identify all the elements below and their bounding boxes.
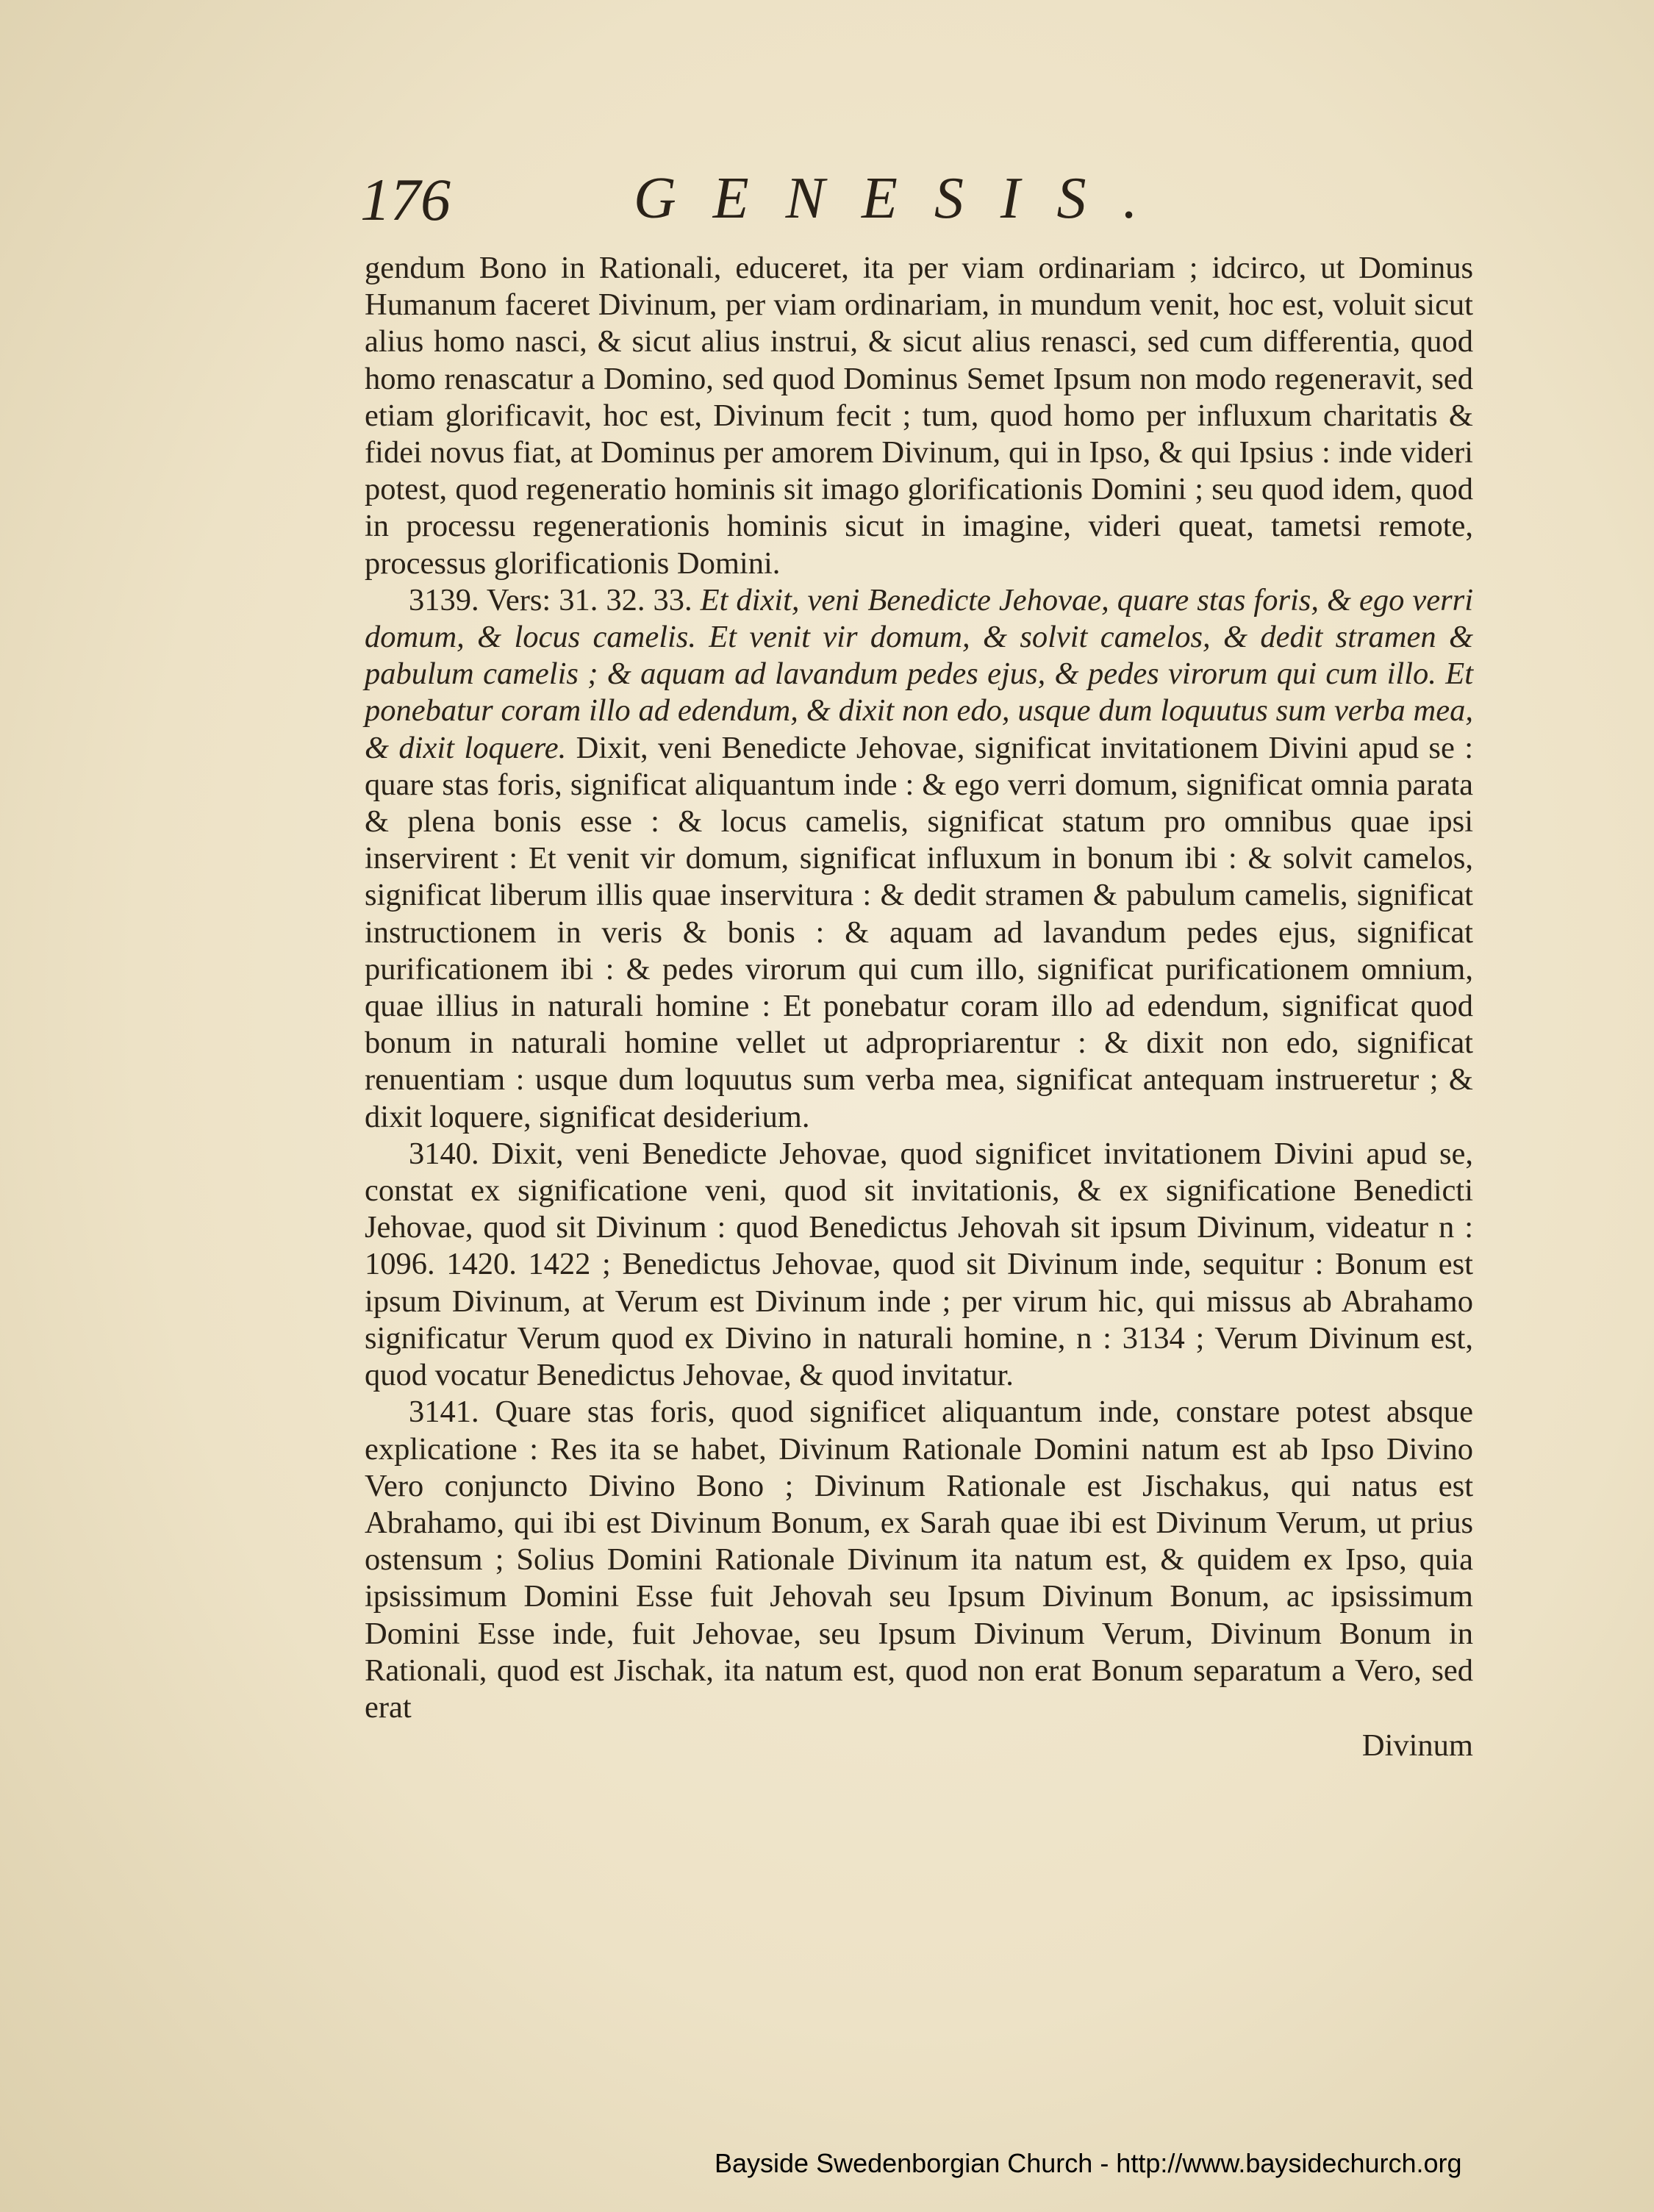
- verse-reference: 3139. Vers: 31. 32. 33.: [409, 582, 692, 618]
- paragraph-continuation: gendum Bono in Rationali, educeret, ita per viam ordinariam ; idcirco, ut Dominus Humanum faceret Divinum, per viam ordinariam, in mundum venit, hoc est, voluit sicut alius homo nasci, & sicut alius instrui, & sicut alius renasci, sed cum differentia, quod homo renascatur a Domino, sed quod Dominus Semet Ipsum non modo regeneravit, sed etiam glorificavit, hoc est, Divinum fecit ; tum, quod homo per influxum charitatis & fidei novus fiat, at Dominus per amorem Divinum, qui in Ipso, & qui Ipsius : inde videri potest, quod regeneratio hominis sit imago glorificationis Domini ; seu quod idem, quod in processu regenerationis hominis sicut in imagine, videri queat, tametsi remote, processus glorificationis Domini.: [365, 251, 1473, 581]
- paragraph-3141: 3141. Quare stas foris, quod significet aliquantum inde, constare potest absque explicatione : Res ita se habet, Divinum Rationale Domini natum est ab Ipso Divino Vero conjuncto Divino Bono ; Divinum Rationale est Jischakus, qui natus est Abrahamo, qui ibi est Divinum Bonum, ex Sarah quae ibi est Divinum Verum, ut prius ostensum ; Solius Domini Rationale Divinum ita natum est, & quidem ex Ipso, quia ipsissimum Domini Esse fuit Jehovah seu Ipsum Divinum Bonum, ac ipsissimum Domini Esse inde, fuit Jehovae, seu Ipsum Divinum Verum, Divinum Bonum in Rationali, quod est Jischak, ita natum est, quod non erat Bonum separatum a Vero, sed erat: [365, 1395, 1473, 1725]
- catchword: Divinum: [1361, 1728, 1473, 1764]
- page-header: [360, 165, 1478, 246]
- verse-explanation: Dixit, veni Benedicte Jehovae, significat invitationem Divini apud se : quare stas foris, significat aliquantum inde : & ego verri domum, significat omnia parata & plena bonis esse : & locus camelis, significat statum pro omnibus quae ipsi inservirent : Et venit vir domum, significat influxum in bonum ibi : & solvit camelos, significat liberum illis quae inservitura : & dedit stramen & pabulum camelis, significat instructionem in veris & bonis : & aquam ad lavandum pedes ejus, significat purificationem ibi : & pedes virorum qui cum illo, significat purificationem omnium, quae illius in naturali homine : Et ponebatur coram illo ad edendum, significat quod bonum in naturali homine vellet ut adpropriarentur : & dixit non edo, significat renuentiam : usque dum loquutus sum verba mea, significat antequam instrueretur ; & dixit loquere, significat desiderium.: [365, 730, 1474, 1134]
- verse-quotation: Et dixit, veni Benedicte Jehovae, quare stas foris, & ego verri domum, & locus camelis. Et venit vir domum, & solvit camelos, & dedit stramen & pabulum camelis ; & aquam ad lavandum pedes ejus, & pedes virorum qui cum illo. Et ponebatur coram illo ad edendum, & dixit non edo, usque dum loquutus sum verba mea, & dixit loquere.: [365, 582, 1474, 765]
- page-number: 176: [360, 166, 451, 233]
- paragraph-3140: 3140. Dixit, veni Benedicte Jehovae, quod significet invitationem Divini apud se, constat ex significatione veni, quod sit invitationis, & ex significatione Benedicti Jehovae, quod sit Divinum : quod Benedictus Jehovah sit ipsum Divinum, videatur n : 1096. 1420. 1422 ; Benedictus Jehovae, quod sit Divinum inde, sequitur : Bonum est ipsum Divinum, at Verum est Divinum inde ; per virum hic, qui missus ab Abrahamo significatur Verum quod ex Divino in naturali homine, n : 3134 ; Verum Divinum est, quod vocatur Benedictus Jehovae, & quod invitatur.: [365, 1136, 1473, 1393]
- paragraph-3139: [365, 582, 1473, 1136]
- footer-credit[interactable]: Bayside Swedenborgian Church - http://www.baysidechurch.org: [715, 2148, 1462, 2178]
- body-text: [365, 250, 1473, 1764]
- running-title: GENESIS.: [634, 166, 1175, 231]
